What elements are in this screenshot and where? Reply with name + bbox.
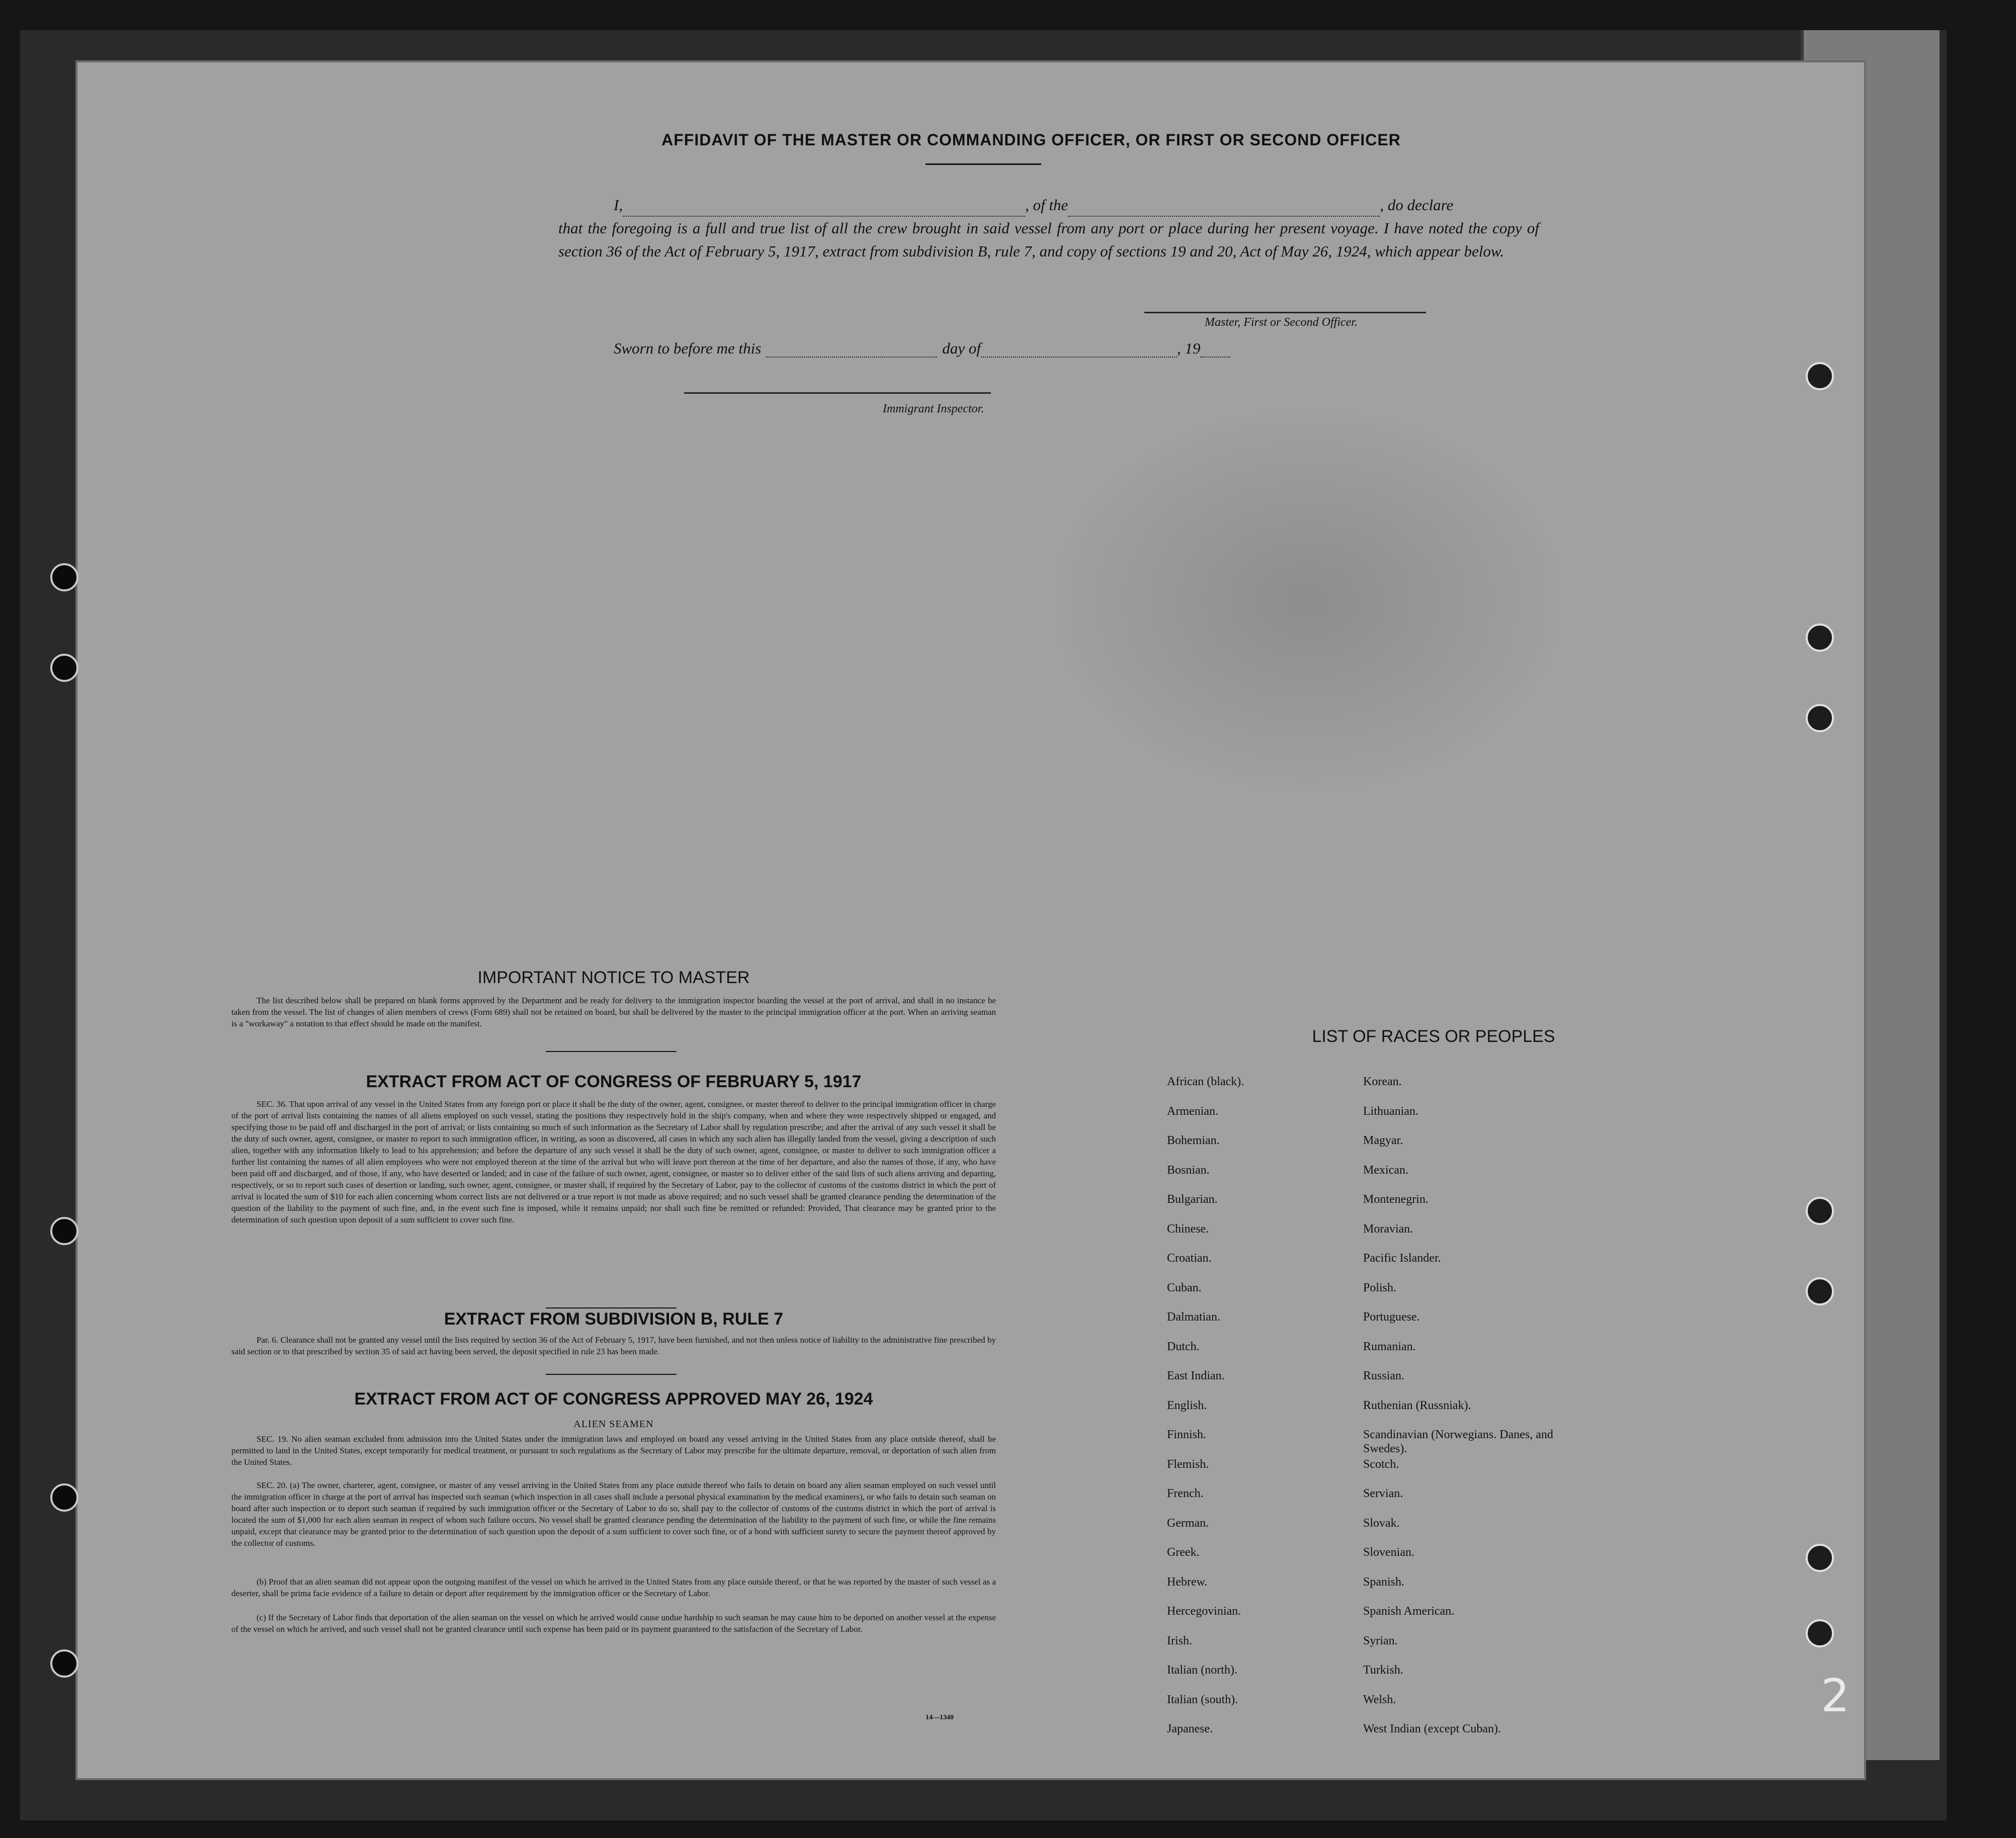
binder-hole-right-6 [1806, 1544, 1834, 1572]
race-item: Dalmatian. [1167, 1310, 1220, 1324]
binder-hole-left-2 [50, 654, 78, 682]
races-list-right [1363, 1075, 1574, 1752]
alien-seamen-subtitle: ALIEN SEAMEN [573, 1419, 654, 1430]
form-number: 14—1340 [926, 1714, 954, 1721]
binder-hole-left-1 [50, 563, 78, 591]
race-item: Scotch. [1363, 1457, 1399, 1471]
rule7-text: Par. 6. Clearance shall not be granted any vessel until the lists required by section 36 of the Act of February 5, 1917, have been furnished, and not then unless notice of liability to the administrative fine prescribed by said section or to that prescribed by section 35 of said act having been served, the deposit specified in rule 23 has been made. [231, 1335, 996, 1356]
race-item: Slovenian. [1363, 1546, 1414, 1559]
rule7-rule [546, 1374, 677, 1375]
extract-1917-rule [546, 1307, 677, 1308]
section-20b-text: (b) Proof that an alien seaman did not appear upon the outgoing manifest of the vessel on which he arrived in the United States from any place outside thereof, or that he was reported by the master of such vessel as a deserter, shall be prima facie evidence of a failure to detain or deport after requirement by the immigration officer or the Secretary of Labor. [231, 1577, 996, 1598]
vessel-name-field[interactable] [1068, 202, 1380, 217]
race-item: Slovak. [1363, 1516, 1400, 1530]
race-item: Hercegovinian. [1167, 1605, 1241, 1618]
race-item: Syrian. [1363, 1634, 1398, 1647]
sworn-day-label: day of [942, 339, 981, 357]
handwritten-mark: 2 [1821, 1670, 1850, 1722]
race-item: Scandinavian (Norwegians. Danes, and Swedes). [1363, 1428, 1553, 1455]
race-item: Rumanian. [1363, 1340, 1416, 1353]
extract-1917-text: SEC. 36. That upon arrival of any vessel in the United States from any foreign port or place it shall be the duty of the owner, agent, consignee, or master thereof to deliver to the principal immigration officer in charge of the port of arrival lists containing the names of all aliens employed on such vessel, stating the positions they respectively hold in the ship's company, when and where they were respectively shipped or engaged, and specifying those to be paid off and discharged in the port of arrival; or lists containing so much of such information as the Secretary of Labor shall by regulation prescribe; and after the arrival of any such vessel it shall be the duty of such owner, agent, consignee, or master to report to such immigration officer, in writing, as soon as discovered, all cases in which any such alien has illegally landed from the vessel, giving a description of such alien, together with any information likely to lead to his apprehension; and before the departure of any such vessel it shall be the duty of such owner, agent, consignee, or master to deliver to such immigration officer a further list containing the names of all alien employees who were not employed thereon at the time of the arrival but who will leave port thereon at the time of her departure, and also the names of those, if any, who have been paid off and discharged, and of those, if any, who have deserted or landed; and in case of the failure of such owner, agent, consignee, or master so to deliver either of the said lists of such aliens arriving and departing, respectively, or so to report such cases of desertion or landing, such owner, agent, consignee, or master shall, if required by the Secretary of Labor, pay to the collector of customs of the customs district in which the port of arrival is located the sum of $10 for each alien concerning whom correct lists are not delivered or a true report is not made as above required; and no such vessel shall be granted clearance pending the determination of the question of the liability to the payment of such fine, and, in the event such fine is imposed, while it remains unpaid; nor shall such fine be remitted or refunded: Provided, That clearance may be granted prior to the determination of such question upon deposit of a sum sufficient to cover such fine. [231, 1099, 996, 1224]
master-signature-caption: Master, First or Second Officer. [1205, 316, 1358, 329]
race-item: Italian (north). [1167, 1664, 1237, 1677]
master-signature-line[interactable] [1144, 312, 1426, 313]
race-item: African (black). [1167, 1075, 1244, 1088]
race-item: Portuguese. [1363, 1310, 1420, 1324]
race-item: English. [1167, 1398, 1207, 1412]
race-item: East Indian. [1167, 1369, 1225, 1382]
race-item: Pacific Islander. [1363, 1252, 1441, 1265]
race-item: Ruthenian (Russniak). [1363, 1398, 1471, 1412]
extract-1924-title: EXTRACT FROM ACT OF CONGRESS APPROVED MAY 26, 1924 [354, 1389, 873, 1409]
declaration-line [558, 194, 1539, 217]
race-item: Armenian. [1167, 1104, 1218, 1118]
binder-hole-right-1 [1806, 362, 1834, 390]
race-item: Montenegrin. [1363, 1193, 1429, 1206]
race-item: Servian. [1363, 1487, 1403, 1500]
race-item: West Indian (except Cuban). [1363, 1722, 1501, 1735]
sworn-year-label: , 19 [1177, 339, 1201, 357]
race-item: Bulgarian. [1167, 1193, 1218, 1206]
affidavit-body [558, 194, 1539, 263]
sworn-year-field[interactable] [1200, 342, 1230, 358]
race-item: Russian. [1363, 1369, 1405, 1382]
declaration-text: that the foregoing is a full and true list of all the crew brought in said vessel from any port or place during her present voyage. I have noted the copy of section 36 of the Act of February 5, 1917, extract from subdivision B, rule 7, and copy of sections 19 and 20, Act of May 26, 1924, which appear below. [558, 219, 1539, 260]
race-item: Dutch. [1167, 1340, 1200, 1353]
document-page [75, 60, 1866, 1780]
race-item: Japanese. [1167, 1722, 1213, 1735]
notice-title: IMPORTANT NOTICE TO MASTER [477, 968, 750, 987]
inspector-caption: Immigrant Inspector. [883, 402, 984, 415]
binder-hole-left-4 [50, 1483, 78, 1512]
race-item: Mexican. [1363, 1163, 1408, 1177]
race-item: Bohemian. [1167, 1134, 1220, 1147]
sworn-day-field[interactable] [766, 342, 937, 358]
affidavit-title-rule [926, 163, 1041, 165]
notice-rule [546, 1051, 677, 1052]
race-item: Greek. [1167, 1546, 1200, 1559]
water-stain [1056, 412, 1559, 790]
affidavit-title: AFFIDAVIT OF THE MASTER OR COMMANDING OFFICER, OR FIRST OR SECOND OFFICER [661, 131, 1401, 149]
races-title: LIST OF RACES OR PEOPLES [1312, 1027, 1555, 1046]
vessel-prefix: , of the [1025, 196, 1068, 214]
race-item: Finnish. [1167, 1428, 1207, 1441]
race-item: Turkish. [1363, 1664, 1403, 1677]
race-item: Magyar. [1363, 1134, 1403, 1147]
race-item: Italian (south). [1167, 1693, 1238, 1706]
declare-suffix: , do declare [1380, 196, 1454, 214]
section-20a-text: SEC. 20. (a) The owner, charterer, agent, consignee, or master of any vessel arriving in the United States from any place outside thereof who fails to detain on board any alien seaman employed on such vessel until the immigration officer in charge at the port of arrival has inspected such seaman (which inspection in all cases shall include a personal physical examination by the medical examiners), or who fails to detain such seaman on board after such inspection or to deport such seaman if required by such immigration officer or the Secretary of Labor to do so, shall pay to the collector of customs of the customs district in which the port of arrival is located the sum of $1,000 for each alien seaman in respect of whom such failure occurs. No vessel shall be granted clearance pending the determination of the liability to the payment of such fine, or while the fine remains unpaid, except that clearance may be granted prior to the determination of such question upon the deposit of a sum sufficient to cover such fine, or of a bond with sufficient surety to secure the payment thereof approved by the collector of customs. [231, 1480, 996, 1548]
race-item: Spanish American. [1363, 1605, 1455, 1618]
binder-hole-right-2 [1806, 624, 1834, 652]
race-item: Croatian. [1167, 1252, 1212, 1265]
binder-hole-right-5 [1806, 1277, 1834, 1305]
notice-text: The list described below shall be prepared on blank forms approved by the Department and be ready for delivery to the immigration inspector boarding the vessel at the port of arrival, and shall in no instance be taken from the vessel. The list of changes of alien members of crews (Form 689) shall not be retained on board, but shall be delivered by the master to the principal immigration officer at the port. When an arriving seaman is a "workaway" a notation to that effect should be made on the manifest. [231, 996, 996, 1028]
race-item: Irish. [1167, 1634, 1192, 1647]
section-20c-text: (c) If the Secretary of Labor finds that deportation of the alien seaman on the vessel on which he arrived would cause undue hardship to such seaman he may cause him to be deported on another vessel at the expense of the vessel on which he arrived, and such vessel shall not be granted clearance until such expense has been paid or its payment guaranteed to the satisfaction of the Secretary of Labor. [231, 1613, 996, 1634]
race-item: French. [1167, 1487, 1204, 1500]
binder-hole-right-4 [1806, 1197, 1834, 1225]
binder-hole-right-7 [1806, 1619, 1834, 1647]
race-item: German. [1167, 1516, 1209, 1530]
race-item: Chinese. [1167, 1222, 1209, 1236]
race-item: Hebrew. [1167, 1575, 1208, 1589]
binder-hole-left-5 [50, 1649, 78, 1678]
race-item: Welsh. [1363, 1693, 1396, 1706]
extract-1917-title: EXTRACT FROM ACT OF CONGRESS OF FEBRUARY 5, 1917 [366, 1072, 862, 1091]
race-item: Moravian. [1363, 1222, 1413, 1236]
declarant-name-field[interactable] [623, 202, 1025, 217]
race-item: Flemish. [1167, 1457, 1209, 1471]
race-item: Lithuanian. [1363, 1104, 1418, 1118]
race-item: Cuban. [1167, 1281, 1202, 1294]
inspector-signature-line[interactable] [684, 392, 991, 394]
section-19-text: SEC. 19. No alien seaman excluded from admission into the United States under the immigration laws and employed on board any vessel arriving in the United States from any place outside thereof, shall be permitted to land in the United States, except temporarily for medical treatment, or pursuant to such regulations as the Secretary of Labor may prescribe for the ultimate departure, removal, or deportation of such alien from the United States. [231, 1434, 996, 1467]
sworn-line [614, 339, 1230, 358]
declarant-prefix: I, [614, 196, 623, 214]
race-item: Spanish. [1363, 1575, 1405, 1589]
races-list-left [1167, 1075, 1378, 1752]
race-item: Bosnian. [1167, 1163, 1210, 1177]
race-item: Korean. [1363, 1075, 1402, 1088]
race-item: Polish. [1363, 1281, 1397, 1294]
binder-hole-left-3 [50, 1217, 78, 1245]
rule7-title: EXTRACT FROM SUBDIVISION B, RULE 7 [444, 1309, 784, 1329]
sworn-month-field[interactable] [981, 342, 1177, 358]
sworn-prefix: Sworn to before me this [614, 339, 762, 357]
binder-hole-right-3 [1806, 704, 1834, 732]
